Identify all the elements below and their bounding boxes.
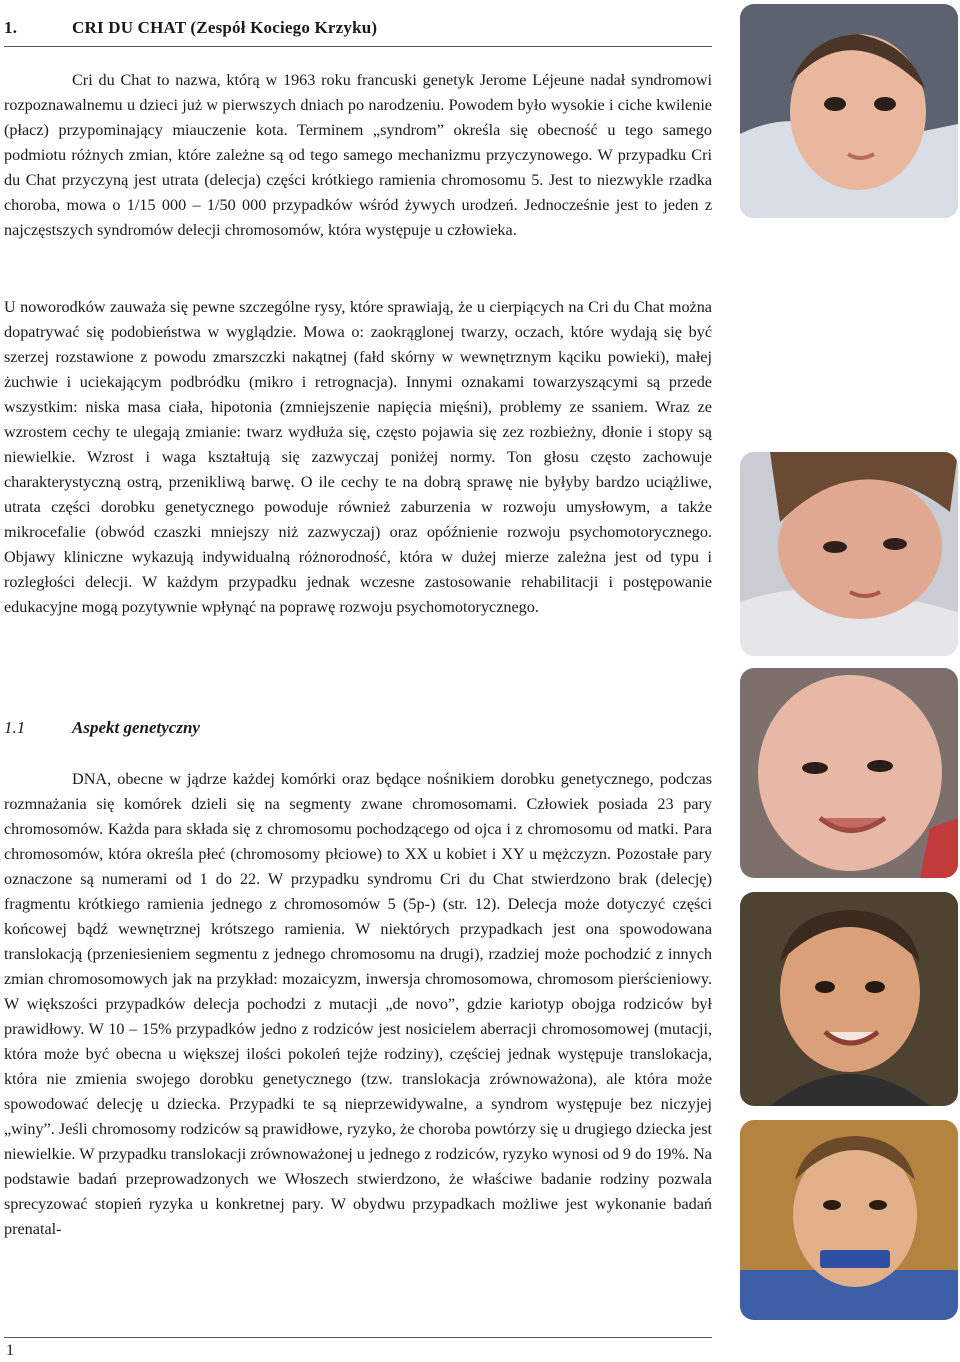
- baby-photo-3: [740, 668, 958, 878]
- chapter-heading: [4, 18, 712, 38]
- baby-photo-1: [740, 4, 958, 218]
- child-photo-4: [740, 892, 958, 1106]
- section-title: Aspekt genetyczny: [72, 718, 200, 737]
- baby-face-icon: [740, 4, 958, 218]
- blank-image-icon: [740, 234, 958, 438]
- chapter-number: 1.: [4, 18, 18, 37]
- section-heading: [4, 718, 200, 738]
- intro-paragraph: Cri du Chat to nazwa, którą w 1963 roku francuski genetyk Jerome Léjeune nadał syndromowi rozpoznawalnemu u dzieci już w pierwszych dniach po narodzeniu. Powodem było wysokie i ciche kwilenie (płacz) przypominający miauczenie kota. Terminem „syndrom” określa się obecność u tego samego podmiotu różnych zmian, które zależne są od tego samego mechanizmu przyczynowego. W przypadku Cri du Chat przyczyną jest utrata (delecja) części krótkiego ramienia chromosomu 5. Jest to niezwykle rzadka choroba, mowa o 1/15 000 – 1/50 000 przypadków wśród żywych urodzeń. Jednocześnie jest to jeden z najczęstszych syndromów delecji chromosomów, która występuje u człowieka.: [4, 71, 712, 239]
- baby-face-icon: [740, 668, 958, 878]
- page-number: 1: [6, 1342, 14, 1359]
- genetics-paragraph: DNA, obecne w jądrze każdej komórki oraz będące nośnikiem dorobku genetycznego, podczas rozmnażania się komórek dzieli się na segmenty zwane chromosomami. Człowiek posiada 23 pary chromosomów. Każda para składa się z chromosomu pochodzącego od ojca i z chromosomu od matki. Para chromosomów, która określa płeć (chromosomy płciowe) to XX u kobiet i XY u mężczyzn. Pozostałe pary oznaczone są numerami od 1 do 22. W przypadku syndromu Cri du Chat stwierdzono brak (delecję) fragmentu krótkiego ramienia jednego z chromosomów 5 (5p-) (str. 12). Delecja może dotyczyć części końcowej bądź wewnętrznej krótszego ramienia. W niektórych przypadkach jest ona spowodowana translokacją (przeniesieniem segmentu z jednego chromosomu na drugi), rzadziej może pochodzić z innych zmian chromosomowych jak na przykład: mozaicyzm, inwersja chromosomowa, chromosom pierścieniowy. W większości przypadków delecja pochodzi z mutacji „de novo”, gdzie kariotyp obojga rodziców był prawidłowy. W 10 – 15% przypadków jedno z rodziców jest nosicielem aberracji chromosomowej (mutacji, która może być obecna u większej ilości pokoleń tejże rodziny), częściej jednak występuje translokacja, która nie zmienia swojego dorobku genetycznego (tzw. translokacja zrównoważona), ale która może spowodować delecję u dziecka. Przypadki te są nieprzewidywalne, a syndrom występuje bez niczyjej „winy”. Jeśli chromosomy rodziców są prawidłowe, ryzyko, że choroba powtórzy się u drugiego dziecka jest niewielkie. W przypadku translokacji zrównoważonej u jednego z rodziców, ryzyko wynosi od 9 do 19%. Na podstawie badań przeprowadzonych we Włoszech stwierdzono, że właściwe badanie rodziny pozwala sprecyzować stopień ryzyka u konkretnej pary. W obydwu przypadkach możliwe jest wykonanie badań prenatal-: [4, 770, 712, 1238]
- child-harmonica-icon: [740, 1120, 958, 1320]
- child-photo-5: [740, 1120, 958, 1320]
- blank-photo: [740, 234, 958, 438]
- features-paragraph: U noworodków zauważa się pewne szczególne rysy, które sprawiają, że u cierpiących na Cri du Chat można dopatrywać się podobieństwa w wyglądzie. Mowa o: zaokrąglonej twarzy, oczach, które wydają się być szerzej rozstawione z powodu zmarszczki nakątnej (fałd skórny w wewnętrznym kąciku powieki), małej żuchwie i uciekającym podbródku (mikro i retrognacja). Innymi oznakami towarzyszącymi są przede wszystkim: niska masa ciała, hipotonia (zmniejszenie napięcia mięśni), problemy ze ssaniem. Wraz ze wzrostem cechy te ulegają zmianie: twarz wydłuża się, często pojawia się zez rozbieżny, dłonie i stopy są niewielkie. Wzrost i waga kształtują się zazwyczaj poniżej normy. Ton głosu często zachowuje charakterystyczną ostrą, przenikliwą barwę. O ile cechy te na dobrą sprawę nie byłyby bardzo uciążliwe, utrata części dorobku genetycznego powoduje również zaburzenia w rozwoju umysłowym, a także mikrocefalie (obwód czaszki mniejszy niż zazwyczaj) oraz opóźnienie rozwoju psychomotorycznego. Objawy kliniczne wykazują indywidualną różnorodność, która w dużej mierze zależna jest od typu i rozległości delecji. W każdym przypadku jednak wczesne zastosowanie rehabilitacji i postępowanie edukacyjne mogą pozytywnie wpłynąć na poprawę rozwoju psychomotorycznego.: [4, 298, 712, 616]
- heading-rule: [4, 46, 712, 47]
- baby-photo-2: [740, 452, 958, 656]
- baby-face-icon: [740, 452, 958, 656]
- footer-rule: [4, 1337, 712, 1338]
- child-face-icon: [740, 892, 958, 1106]
- section-number: 1.1: [4, 718, 26, 737]
- chapter-title: CRI DU CHAT (Zespół Kociego Krzyku): [72, 18, 378, 37]
